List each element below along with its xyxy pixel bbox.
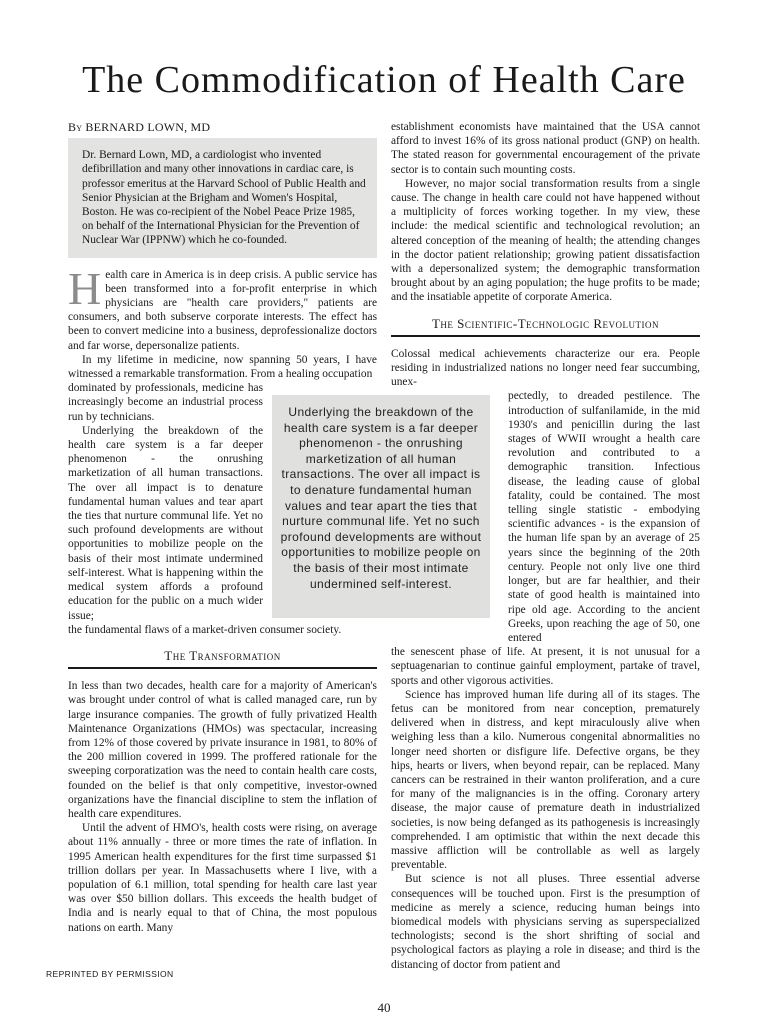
paragraph-lifetime-cont: dominated by professionals, medicine has increasingly become an industrial process run by technicians. xyxy=(68,382,263,423)
section-heading-transformation: The Transformation xyxy=(68,649,377,669)
article-title: The Commodification of Health Care xyxy=(82,59,686,101)
paragraph-colossal: Colossal medical achievements characterize our era. People residing in industrialized nations no longer need fear succumbing, unex- xyxy=(391,347,700,389)
byline-author: BERNARD LOWN, MD xyxy=(85,120,211,134)
intro-paragraph xyxy=(68,262,377,353)
page-number: 40 xyxy=(377,1000,391,1015)
byline xyxy=(68,120,377,134)
paragraph-senescent: the senescent phase of life. At present, it is not unusual for a septuagenarian to continue gainful employment, partake of travel, sports and other vigorous activities. xyxy=(391,646,700,687)
author-bio-box: Dr. Bernard Lown, MD, a cardiologist who invented defibrillation and many other innovations in cardiac care, is professor emeritus at the Harvard School of Public Health and Senior Physician at the Brigham and Women's Hospital, Boston. He was co-recipient of the Nobel Peace Prize 1985, on behalf of the International Physician for the Prevention of Nuclear War (IPPNW) which he co-founded. xyxy=(68,138,377,257)
reprint-credit: REPRINTED BY PERMISSION xyxy=(46,969,174,979)
paragraph-intro: ealth care in America is in deep crisis. A public service has been transformed into a for-profit enterprise in which physicians are "health care providers," patients are consumers, and both subserve corporate interests. The effect has been to convert medicine into a business, deprofessionalize doctors and far worse, depersonalize patients. xyxy=(68,268,377,352)
paragraph-managed-care: In less than two decades, health care for a majority of American's was brought under control of what is called managed care, run by large insurance companies. The growth of fully privatized Health Maintenance Organizations (HMOs) was spectacular, increasing from 12% of those covered by private insurance in 1981, to 80% of the 200 million covered in 1999. The proffered rationale for the sweeping corporatization was the need to contain health care costs, founded on the belief is that only competitive, investor-owned organizations have the financial discipline to stem the inflation of health care expenditures. xyxy=(68,680,377,820)
byline-prefix: By xyxy=(68,120,83,134)
paragraph-colossal-cont: pectedly, to dreaded pestilence. The introduction of sulfanilamide, in the mid 1930's and penicillin during the last stages of WWII wrought a health care revolution and contributed to a demographic transition. Infectious disease, the leading cause of global fatality, could be contained. The most telling single statistic - embodying scientific advances - is the expansion of the human life span by an average of 25 years since the beginning of the 20th century. People not only live one third longer, but are far healthier, and their state of good health is maintained into ripe old age. According to the ancient Greeks, upon reaching the age of 50, one entered xyxy=(508,390,700,644)
paragraph-not-all-pluses: But science is not all pluses. Three essential adverse consequences will be touched upon. First is the presumption of medicine as merely a science, reducing human beings into biomedical models with physicians serving as superspecialized technologists; second is the short shrifting of social and psychological factors as playing a role in disease; and third is the distancing of doctor from patient and xyxy=(391,873,700,971)
section-heading-scientific-revolution: The Scientific-Technologic Revolution xyxy=(391,317,700,337)
paragraph-economists: establishment economists have maintained that the USA cannot afford to invest 16% of its gross national product (GNP) on health. The stated reason for governmental encouragement of the private sector is to contain such mounting costs. xyxy=(391,121,700,176)
pull-quote: Underlying the breakdown of the health care system is a far deeper phenomenon - the onrushing marketization of all human transactions. The over all impact is to denature fundamental human values and tear apart the ties that nurture communal life. Yet no such profound developments are without opportunities to mobilize people on the basis of their most intimate undermined self-interest. xyxy=(272,395,490,618)
drop-cap: H xyxy=(68,262,102,314)
paragraph-hmo-costs: Until the advent of HMO's, health costs were rising, on average about 11% annually - three or more times the rate of inflation. In 1995 American health expenditures for the first time surpassed $1 trillion dollars per year. In Massachusetts where I live, with a population of 6.1 million, total spending for health care last year was over $50 billion dollars. This exceeds the health budget of India and is nearly equal to that of China, the most populous nations on earth. Many xyxy=(68,822,377,934)
paragraph-underlying-end: the fundamental flaws of a market-driven consumer society. xyxy=(68,623,342,636)
paragraph-lifetime: In my lifetime in medicine, now spanning 50 years, I have witnessed a remarkable transformation. From a healing occupation xyxy=(68,353,377,381)
paragraph-science-improved: Science has improved human life during all of its stages. The fetus can be monitored from near conception, prematurely delivered when in distress, and kept miraculously alive when weighing less than a kilo. Numerous congenital abnormalities no longer need shorten or disfigure life. Defective organs, be they hips, hearts or livers, when beyond repair, can be replaced. Many cancers can be restrained in their wanton proliferation, and a cure for many of the malignancies is in the offing. Coronary artery disease, the major cause of premature death in industrialized societies, is now being defanged as its pathogenesis is increasingly comprehended. I am optimistic that within the next decade this massive affliction will be controllable as well as largely preventable. xyxy=(391,688,700,872)
paragraph-underlying: Underlying the breakdown of the health care system is a far deeper phenomenon - the onrushing marketization of all human transactions. The over all impact is to denature fundamental human values and tear apart the ties that nurture communal life. Yet no such profound developments are without opportunities to mobilize people on the basis of their most intimate undermined self-interest. What is happening within the medical system affords a profound education for the public on a much wider issue; xyxy=(68,424,263,622)
paragraph-social-transformation: However, no major social transformation results from a single cause. The change in health care could not have happened without a multiplicity of forces working together. In my view, these include: the medical scientific and technological revolution; an altered conception of the meaning of health; the attending changes in the doctor patient relationship; growing patient dissatisfaction with a depersonalized system; the demographic transformation brought about by an aging population; the huge profits to be made; and the insatiable appetite of corporate America. xyxy=(391,177,700,304)
